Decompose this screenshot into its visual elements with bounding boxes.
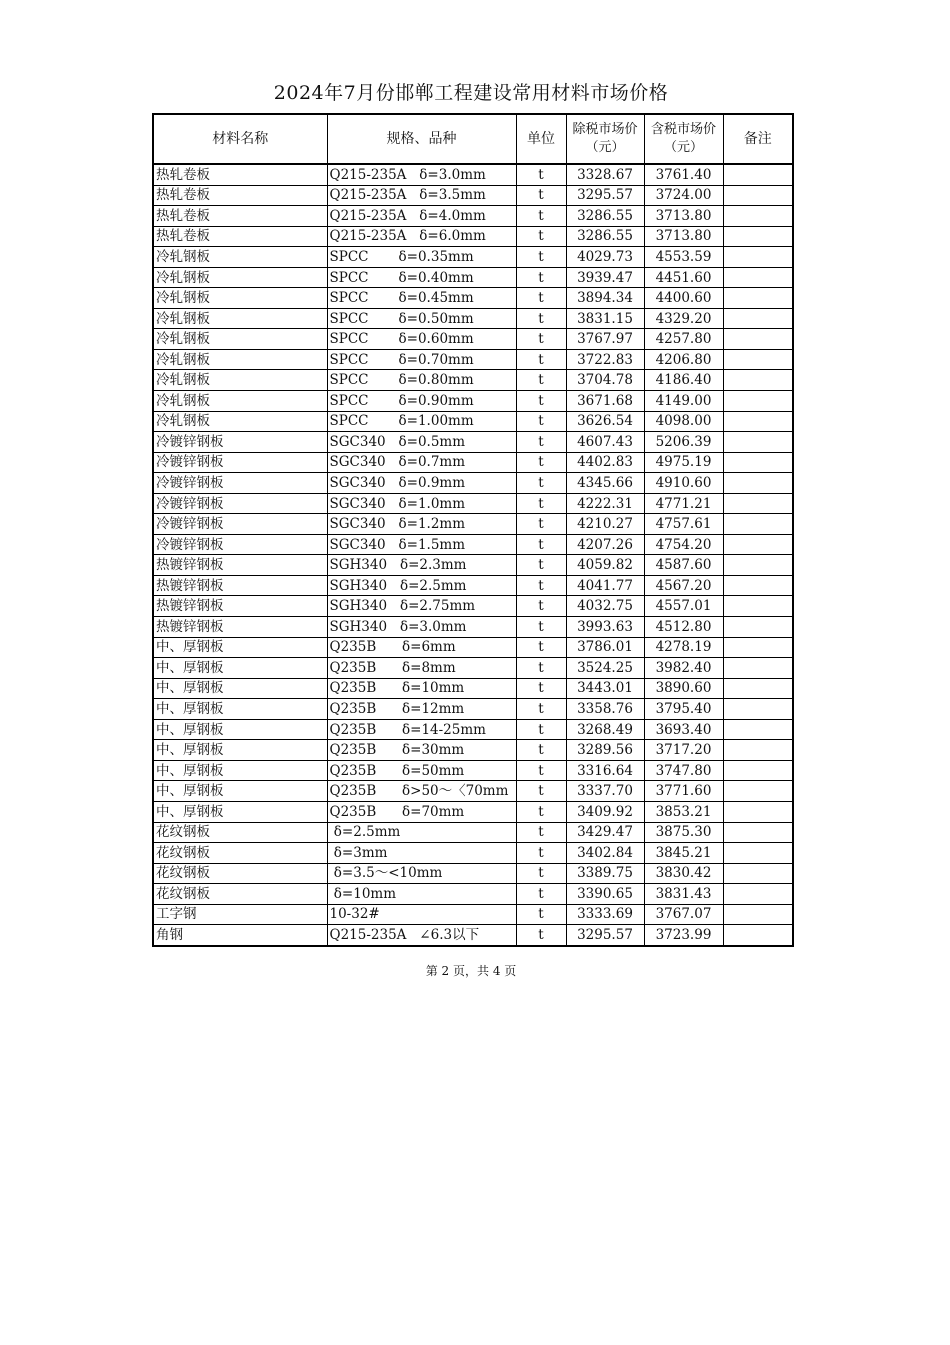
- cell-unit: t: [516, 226, 566, 247]
- cell-price-ex-tax: 3671.68: [566, 391, 644, 412]
- cell-unit: t: [516, 555, 566, 576]
- table-row: [153, 473, 793, 494]
- cell-note: [723, 329, 793, 350]
- cell-unit: t: [516, 658, 566, 679]
- table-row: [153, 514, 793, 535]
- cell-price-in-tax: 4400.60: [644, 288, 723, 309]
- cell-spec: Q235B δ=30mm: [327, 740, 516, 761]
- cell-note: [723, 493, 793, 514]
- cell-price-ex-tax: 3316.64: [566, 760, 644, 781]
- cell-note: [723, 740, 793, 761]
- cell-material-name: 中、厚钢板: [153, 781, 327, 802]
- cell-unit: t: [516, 925, 566, 946]
- cell-unit: t: [516, 370, 566, 391]
- cell-spec: SGH340 δ=2.75mm: [327, 596, 516, 617]
- cell-material-name: 工字钢: [153, 904, 327, 925]
- cell-spec: SPCC δ=0.45mm: [327, 288, 516, 309]
- cell-price-in-tax: 4098.00: [644, 411, 723, 432]
- cell-material-name: 冷镀锌钢板: [153, 493, 327, 514]
- cell-material-name: 中、厚钢板: [153, 760, 327, 781]
- cell-price-ex-tax: 4402.83: [566, 452, 644, 473]
- cell-note: [723, 719, 793, 740]
- cell-note: [723, 185, 793, 206]
- cell-price-ex-tax: 3295.57: [566, 925, 644, 946]
- cell-unit: t: [516, 247, 566, 268]
- table-row: [153, 617, 793, 638]
- table-row: [153, 884, 793, 905]
- cell-material-name: 冷轧钢板: [153, 308, 327, 329]
- table-row: [153, 267, 793, 288]
- cell-material-name: 热轧卷板: [153, 185, 327, 206]
- cell-note: [723, 452, 793, 473]
- page-title: 2024年7月份邯郸工程建设常用材料市场价格: [273, 82, 669, 104]
- header-price-in-tax: 含税市场价（元）: [644, 114, 723, 164]
- cell-spec: SPCC δ=0.35mm: [327, 247, 516, 268]
- cell-price-ex-tax: 4345.66: [566, 473, 644, 494]
- table-row: [153, 781, 793, 802]
- cell-price-ex-tax: 4207.26: [566, 534, 644, 555]
- cell-material-name: 热镀锌钢板: [153, 596, 327, 617]
- cell-price-ex-tax: 3389.75: [566, 863, 644, 884]
- cell-price-in-tax: 4186.40: [644, 370, 723, 391]
- cell-spec: Q235B δ>50～〈70mm: [327, 781, 516, 802]
- cell-material-name: 花纹钢板: [153, 822, 327, 843]
- cell-price-in-tax: 4975.19: [644, 452, 723, 473]
- cell-material-name: 热镀锌钢板: [153, 617, 327, 638]
- cell-price-ex-tax: 3337.70: [566, 781, 644, 802]
- cell-unit: t: [516, 822, 566, 843]
- price-table: [152, 113, 794, 947]
- cell-unit: t: [516, 575, 566, 596]
- cell-note: [723, 884, 793, 905]
- cell-note: [723, 206, 793, 227]
- cell-spec: SPCC δ=0.90mm: [327, 391, 516, 412]
- cell-spec: Q235B δ=70mm: [327, 801, 516, 822]
- cell-price-ex-tax: 3894.34: [566, 288, 644, 309]
- cell-price-ex-tax: 3402.84: [566, 843, 644, 864]
- cell-price-in-tax: 4757.61: [644, 514, 723, 535]
- cell-price-in-tax: 4329.20: [644, 308, 723, 329]
- cell-price-in-tax: 4771.21: [644, 493, 723, 514]
- cell-note: [723, 617, 793, 638]
- cell-unit: t: [516, 308, 566, 329]
- cell-spec: Q235B δ=12mm: [327, 699, 516, 720]
- table-row: [153, 925, 793, 946]
- table-row: [153, 308, 793, 329]
- cell-price-in-tax: 3982.40: [644, 658, 723, 679]
- cell-price-in-tax: 4512.80: [644, 617, 723, 638]
- cell-spec: Q215-235A ∠6.3以下: [327, 925, 516, 946]
- cell-unit: t: [516, 514, 566, 535]
- cell-material-name: 冷镀锌钢板: [153, 473, 327, 494]
- cell-material-name: 角钢: [153, 925, 327, 946]
- cell-price-in-tax: 3713.80: [644, 226, 723, 247]
- cell-price-in-tax: 3795.40: [644, 699, 723, 720]
- cell-price-in-tax: 4587.60: [644, 555, 723, 576]
- cell-material-name: 冷轧钢板: [153, 267, 327, 288]
- cell-spec: SPCC δ=0.40mm: [327, 267, 516, 288]
- table-row: [153, 658, 793, 679]
- cell-material-name: 冷轧钢板: [153, 391, 327, 412]
- cell-unit: t: [516, 719, 566, 740]
- cell-note: [723, 822, 793, 843]
- header-material-name: 材料名称: [153, 114, 327, 164]
- table-row: [153, 370, 793, 391]
- cell-note: [723, 411, 793, 432]
- cell-unit: t: [516, 617, 566, 638]
- cell-price-in-tax: 3830.42: [644, 863, 723, 884]
- cell-note: [723, 760, 793, 781]
- cell-price-ex-tax: 3289.56: [566, 740, 644, 761]
- cell-unit: t: [516, 637, 566, 658]
- cell-unit: t: [516, 801, 566, 822]
- cell-price-ex-tax: 3443.01: [566, 678, 644, 699]
- table-row: [153, 863, 793, 884]
- cell-unit: t: [516, 740, 566, 761]
- cell-note: [723, 349, 793, 370]
- table-row: [153, 637, 793, 658]
- table-row: [153, 411, 793, 432]
- cell-spec: SPCC δ=0.50mm: [327, 308, 516, 329]
- table-row: [153, 206, 793, 227]
- cell-price-ex-tax: 3722.83: [566, 349, 644, 370]
- cell-note: [723, 596, 793, 617]
- cell-price-ex-tax: 3286.55: [566, 206, 644, 227]
- cell-material-name: 中、厚钢板: [153, 699, 327, 720]
- cell-spec: δ=3.5～<10mm: [327, 863, 516, 884]
- cell-spec: SPCC δ=0.60mm: [327, 329, 516, 350]
- cell-unit: t: [516, 267, 566, 288]
- cell-material-name: 热轧卷板: [153, 164, 327, 185]
- cell-material-name: 中、厚钢板: [153, 801, 327, 822]
- header-note: 备注: [723, 114, 793, 164]
- cell-price-in-tax: 4557.01: [644, 596, 723, 617]
- cell-material-name: 冷轧钢板: [153, 370, 327, 391]
- cell-material-name: 中、厚钢板: [153, 658, 327, 679]
- cell-note: [723, 863, 793, 884]
- cell-material-name: 冷镀锌钢板: [153, 534, 327, 555]
- cell-material-name: 花纹钢板: [153, 843, 327, 864]
- cell-unit: t: [516, 452, 566, 473]
- cell-note: [723, 678, 793, 699]
- table-row: [153, 226, 793, 247]
- cell-spec: SPCC δ=0.80mm: [327, 370, 516, 391]
- cell-price-in-tax: 3693.40: [644, 719, 723, 740]
- table-row: [153, 555, 793, 576]
- table-row: [153, 452, 793, 473]
- cell-price-ex-tax: 3786.01: [566, 637, 644, 658]
- cell-spec: δ=2.5mm: [327, 822, 516, 843]
- cell-price-in-tax: 4278.19: [644, 637, 723, 658]
- cell-material-name: 冷轧钢板: [153, 349, 327, 370]
- table-row: [153, 432, 793, 453]
- cell-material-name: 热轧卷板: [153, 206, 327, 227]
- cell-price-in-tax: 3724.00: [644, 185, 723, 206]
- cell-material-name: 热镀锌钢板: [153, 575, 327, 596]
- header-unit: 单位: [516, 114, 566, 164]
- table-header-row: [153, 114, 793, 164]
- cell-unit: t: [516, 843, 566, 864]
- table-row: [153, 596, 793, 617]
- cell-material-name: 中、厚钢板: [153, 637, 327, 658]
- cell-material-name: 冷轧钢板: [153, 411, 327, 432]
- cell-price-in-tax: 3723.99: [644, 925, 723, 946]
- cell-unit: t: [516, 534, 566, 555]
- cell-note: [723, 267, 793, 288]
- table-row: [153, 534, 793, 555]
- cell-price-ex-tax: 3704.78: [566, 370, 644, 391]
- cell-note: [723, 534, 793, 555]
- cell-note: [723, 658, 793, 679]
- cell-spec: SPCC δ=0.70mm: [327, 349, 516, 370]
- cell-price-ex-tax: 4210.27: [566, 514, 644, 535]
- cell-unit: t: [516, 884, 566, 905]
- cell-price-in-tax: 4553.59: [644, 247, 723, 268]
- cell-note: [723, 843, 793, 864]
- cell-unit: t: [516, 904, 566, 925]
- cell-price-in-tax: 3845.21: [644, 843, 723, 864]
- cell-unit: t: [516, 781, 566, 802]
- cell-material-name: 冷镀锌钢板: [153, 432, 327, 453]
- cell-spec: Q235B δ=14-25mm: [327, 719, 516, 740]
- cell-note: [723, 247, 793, 268]
- cell-price-ex-tax: 3333.69: [566, 904, 644, 925]
- cell-material-name: 冷轧钢板: [153, 247, 327, 268]
- cell-unit: t: [516, 164, 566, 185]
- table-row: [153, 801, 793, 822]
- cell-spec: SGC340 δ=0.9mm: [327, 473, 516, 494]
- cell-price-ex-tax: 4029.73: [566, 247, 644, 268]
- cell-spec: Q215-235A δ=4.0mm: [327, 206, 516, 227]
- cell-spec: Q215-235A δ=3.5mm: [327, 185, 516, 206]
- cell-note: [723, 432, 793, 453]
- table-row: [153, 719, 793, 740]
- cell-price-in-tax: 4149.00: [644, 391, 723, 412]
- cell-price-ex-tax: 3429.47: [566, 822, 644, 843]
- cell-unit: t: [516, 288, 566, 309]
- cell-spec: δ=3mm: [327, 843, 516, 864]
- cell-price-ex-tax: 3286.55: [566, 226, 644, 247]
- cell-price-in-tax: 3853.21: [644, 801, 723, 822]
- cell-price-ex-tax: 3626.54: [566, 411, 644, 432]
- cell-unit: t: [516, 760, 566, 781]
- cell-price-ex-tax: 4059.82: [566, 555, 644, 576]
- cell-note: [723, 370, 793, 391]
- cell-price-in-tax: 3890.60: [644, 678, 723, 699]
- cell-spec: SGH340 δ=3.0mm: [327, 617, 516, 638]
- cell-unit: t: [516, 493, 566, 514]
- cell-price-ex-tax: 3390.65: [566, 884, 644, 905]
- page-footer: 第 2 页，共 4 页: [425, 964, 517, 978]
- cell-price-ex-tax: 3328.67: [566, 164, 644, 185]
- cell-material-name: 热轧卷板: [153, 226, 327, 247]
- cell-material-name: 中、厚钢板: [153, 719, 327, 740]
- cell-unit: t: [516, 863, 566, 884]
- cell-note: [723, 575, 793, 596]
- cell-note: [723, 391, 793, 412]
- cell-note: [723, 164, 793, 185]
- cell-material-name: 中、厚钢板: [153, 740, 327, 761]
- cell-unit: t: [516, 206, 566, 227]
- cell-spec: SGC340 δ=1.2mm: [327, 514, 516, 535]
- cell-spec: SGC340 δ=1.0mm: [327, 493, 516, 514]
- table-row: [153, 699, 793, 720]
- cell-material-name: 冷轧钢板: [153, 329, 327, 350]
- cell-price-ex-tax: 4041.77: [566, 575, 644, 596]
- cell-price-in-tax: 4257.80: [644, 329, 723, 350]
- table-body: [153, 164, 793, 946]
- cell-price-in-tax: 3767.07: [644, 904, 723, 925]
- cell-price-in-tax: 3761.40: [644, 164, 723, 185]
- cell-note: [723, 637, 793, 658]
- cell-unit: t: [516, 329, 566, 350]
- cell-unit: t: [516, 596, 566, 617]
- cell-price-ex-tax: 3939.47: [566, 267, 644, 288]
- cell-spec: SGC340 δ=0.5mm: [327, 432, 516, 453]
- cell-spec: SPCC δ=1.00mm: [327, 411, 516, 432]
- cell-note: [723, 555, 793, 576]
- cell-material-name: 热镀锌钢板: [153, 555, 327, 576]
- cell-price-in-tax: 4451.60: [644, 267, 723, 288]
- cell-price-in-tax: 3875.30: [644, 822, 723, 843]
- cell-price-in-tax: 4206.80: [644, 349, 723, 370]
- cell-note: [723, 801, 793, 822]
- cell-unit: t: [516, 678, 566, 699]
- cell-spec: δ=10mm: [327, 884, 516, 905]
- table-row: [153, 493, 793, 514]
- table-row: [153, 843, 793, 864]
- table-row: [153, 740, 793, 761]
- table-row: [153, 185, 793, 206]
- cell-material-name: 花纹钢板: [153, 863, 327, 884]
- cell-note: [723, 308, 793, 329]
- cell-note: [723, 781, 793, 802]
- cell-price-in-tax: 3747.80: [644, 760, 723, 781]
- cell-note: [723, 226, 793, 247]
- cell-price-in-tax: 3771.60: [644, 781, 723, 802]
- cell-price-ex-tax: 3993.63: [566, 617, 644, 638]
- cell-spec: SGC340 δ=0.7mm: [327, 452, 516, 473]
- cell-note: [723, 904, 793, 925]
- cell-unit: t: [516, 473, 566, 494]
- cell-unit: t: [516, 391, 566, 412]
- cell-spec: 10-32#: [327, 904, 516, 925]
- cell-spec: Q235B δ=50mm: [327, 760, 516, 781]
- cell-price-ex-tax: 3767.97: [566, 329, 644, 350]
- cell-price-in-tax: 3717.20: [644, 740, 723, 761]
- cell-material-name: 冷镀锌钢板: [153, 452, 327, 473]
- cell-material-name: 冷镀锌钢板: [153, 514, 327, 535]
- cell-price-ex-tax: 3409.92: [566, 801, 644, 822]
- cell-spec: Q235B δ=8mm: [327, 658, 516, 679]
- cell-spec: Q215-235A δ=6.0mm: [327, 226, 516, 247]
- table-row: [153, 575, 793, 596]
- cell-spec: Q215-235A δ=3.0mm: [327, 164, 516, 185]
- cell-spec: SGH340 δ=2.3mm: [327, 555, 516, 576]
- cell-unit: t: [516, 699, 566, 720]
- cell-spec: SGH340 δ=2.5mm: [327, 575, 516, 596]
- table-row: [153, 904, 793, 925]
- cell-note: [723, 473, 793, 494]
- cell-unit: t: [516, 432, 566, 453]
- cell-price-ex-tax: 3295.57: [566, 185, 644, 206]
- cell-note: [723, 288, 793, 309]
- cell-material-name: 中、厚钢板: [153, 678, 327, 699]
- cell-note: [723, 925, 793, 946]
- table-row: [153, 247, 793, 268]
- cell-price-ex-tax: 3268.49: [566, 719, 644, 740]
- cell-price-ex-tax: 4222.31: [566, 493, 644, 514]
- cell-note: [723, 699, 793, 720]
- cell-note: [723, 514, 793, 535]
- cell-unit: t: [516, 411, 566, 432]
- cell-unit: t: [516, 349, 566, 370]
- table-row: [153, 822, 793, 843]
- table-row: [153, 164, 793, 185]
- cell-price-in-tax: 3713.80: [644, 206, 723, 227]
- cell-price-ex-tax: 3524.25: [566, 658, 644, 679]
- cell-price-ex-tax: 4607.43: [566, 432, 644, 453]
- cell-price-ex-tax: 3358.76: [566, 699, 644, 720]
- cell-spec: Q235B δ=6mm: [327, 637, 516, 658]
- cell-unit: t: [516, 185, 566, 206]
- header-spec: 规格、品种: [327, 114, 516, 164]
- table-row: [153, 391, 793, 412]
- cell-material-name: 花纹钢板: [153, 884, 327, 905]
- cell-price-in-tax: 4754.20: [644, 534, 723, 555]
- table-row: [153, 349, 793, 370]
- table-row: [153, 678, 793, 699]
- cell-price-in-tax: 5206.39: [644, 432, 723, 453]
- cell-material-name: 冷轧钢板: [153, 288, 327, 309]
- cell-price-ex-tax: 4032.75: [566, 596, 644, 617]
- cell-price-ex-tax: 3831.15: [566, 308, 644, 329]
- table-row: [153, 760, 793, 781]
- table-row: [153, 329, 793, 350]
- cell-price-in-tax: 4567.20: [644, 575, 723, 596]
- table-row: [153, 288, 793, 309]
- cell-spec: Q235B δ=10mm: [327, 678, 516, 699]
- header-price-ex-tax: 除税市场价（元）: [566, 114, 644, 164]
- cell-spec: SGC340 δ=1.5mm: [327, 534, 516, 555]
- cell-price-in-tax: 4910.60: [644, 473, 723, 494]
- cell-price-in-tax: 3831.43: [644, 884, 723, 905]
